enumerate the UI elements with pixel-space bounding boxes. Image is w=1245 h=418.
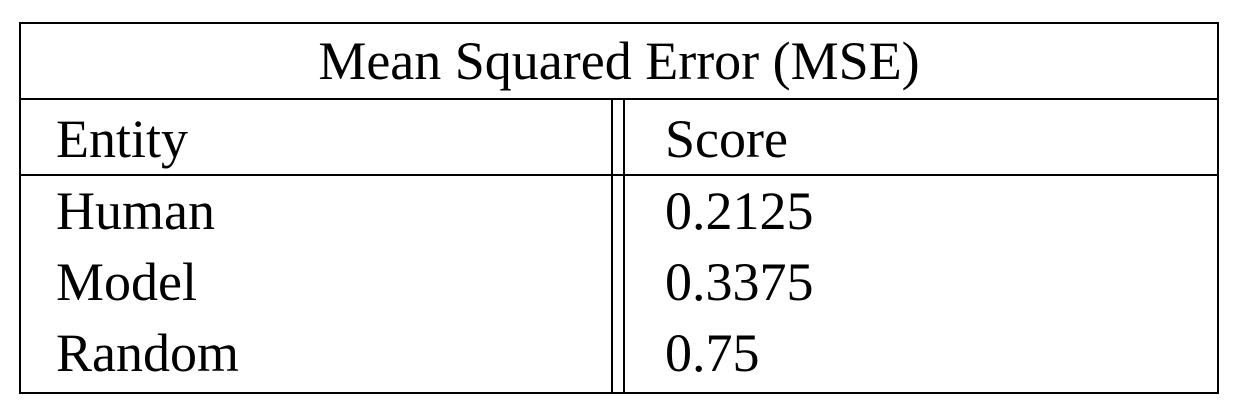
row-score-cell: 0.2125 [665, 181, 814, 241]
row-score-cell: 0.75 [665, 323, 760, 383]
row-entity-cell: Model [56, 252, 197, 312]
table-title-text: Mean Squared Error (MSE) [318, 31, 920, 91]
column-header-entity: Entity [56, 109, 188, 169]
mse-table [19, 22, 1219, 394]
row-entity-cell: Human [56, 181, 215, 241]
table-title [21, 24, 1217, 100]
column-divider [611, 100, 625, 394]
column-header-score: Score [665, 109, 788, 169]
row-score-cell: 0.3375 [665, 252, 814, 312]
row-entity-cell: Random [56, 323, 239, 383]
